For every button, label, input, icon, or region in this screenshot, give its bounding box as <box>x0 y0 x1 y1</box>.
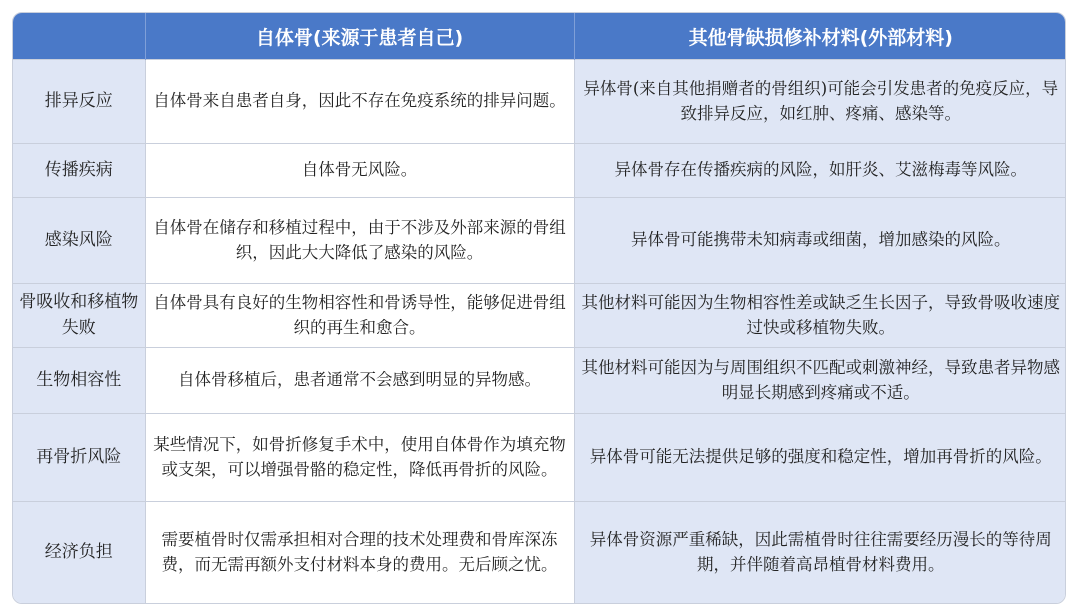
cell-autologous-disease: 自体骨无风险。 <box>145 144 574 198</box>
comparison-table <box>13 13 1066 604</box>
row-label-economic: 经济负担 <box>13 502 145 604</box>
cell-other-economic: 异体骨资源严重稀缺，因此需植骨时往往需要经历漫长的等待周期，并伴随着高昂植骨材料费用。 <box>574 502 1066 604</box>
table-row <box>13 348 1066 414</box>
cell-autologous-economic: 需要植骨时仅需承担相对合理的技术处理费和骨库深冻费，而无需再额外支付材料本身的费用。无后顾之忧。 <box>145 502 574 604</box>
header-corner-cell <box>13 13 145 60</box>
row-label-infection: 感染风险 <box>13 198 145 284</box>
row-label-biocompatibility: 生物相容性 <box>13 348 145 414</box>
cell-other-infection: 异体骨可能携带未知病毒或细菌，增加感染的风险。 <box>574 198 1066 284</box>
header-row <box>13 13 1066 60</box>
cell-autologous-rejection: 自体骨来自患者自身，因此不存在免疫系统的排异问题。 <box>145 60 574 144</box>
row-label-rejection: 排异反应 <box>13 60 145 144</box>
table-body <box>13 60 1066 604</box>
cell-autologous-refracture: 某些情况下，如骨折修复手术中，使用自体骨作为填充物或支架，可以增强骨骼的稳定性，降低再骨折的风险。 <box>145 414 574 502</box>
table-row <box>13 414 1066 502</box>
cell-other-biocompatibility: 其他材料可能因为与周围组织不匹配或刺激神经，导致患者异物感明显长期感到疼痛或不适。 <box>574 348 1066 414</box>
row-label-refracture: 再骨折风险 <box>13 414 145 502</box>
cell-other-refracture: 异体骨可能无法提供足够的强度和稳定性，增加再骨折的风险。 <box>574 414 1066 502</box>
cell-autologous-infection: 自体骨在储存和移植过程中，由于不涉及外部来源的骨组织，因此大大降低了感染的风险。 <box>145 198 574 284</box>
table-row <box>13 60 1066 144</box>
table-header <box>13 13 1066 60</box>
cell-other-resorption: 其他材料可能因为生物相容性差或缺乏生长因子，导致骨吸收速度过快或移植物失败。 <box>574 284 1066 348</box>
row-label-resorption: 骨吸收和移植物失败 <box>13 284 145 348</box>
header-other-materials: 其他骨缺损修补材料(外部材料) <box>574 13 1066 60</box>
table-row <box>13 144 1066 198</box>
table-row <box>13 502 1066 604</box>
comparison-table-container <box>12 12 1066 604</box>
row-label-disease: 传播疾病 <box>13 144 145 198</box>
table-row <box>13 284 1066 348</box>
cell-other-disease: 异体骨存在传播疾病的风险，如肝炎、艾滋梅毒等风险。 <box>574 144 1066 198</box>
header-autologous: 自体骨(来源于患者自己) <box>145 13 574 60</box>
cell-autologous-biocompatibility: 自体骨移植后，患者通常不会感到明显的异物感。 <box>145 348 574 414</box>
table-row <box>13 198 1066 284</box>
cell-other-rejection: 异体骨(来自其他捐赠者的骨组织)可能会引发患者的免疫反应，导致排异反应，如红肿、疼痛、感染等。 <box>574 60 1066 144</box>
cell-autologous-resorption: 自体骨具有良好的生物相容性和骨诱导性，能够促进骨组织的再生和愈合。 <box>145 284 574 348</box>
